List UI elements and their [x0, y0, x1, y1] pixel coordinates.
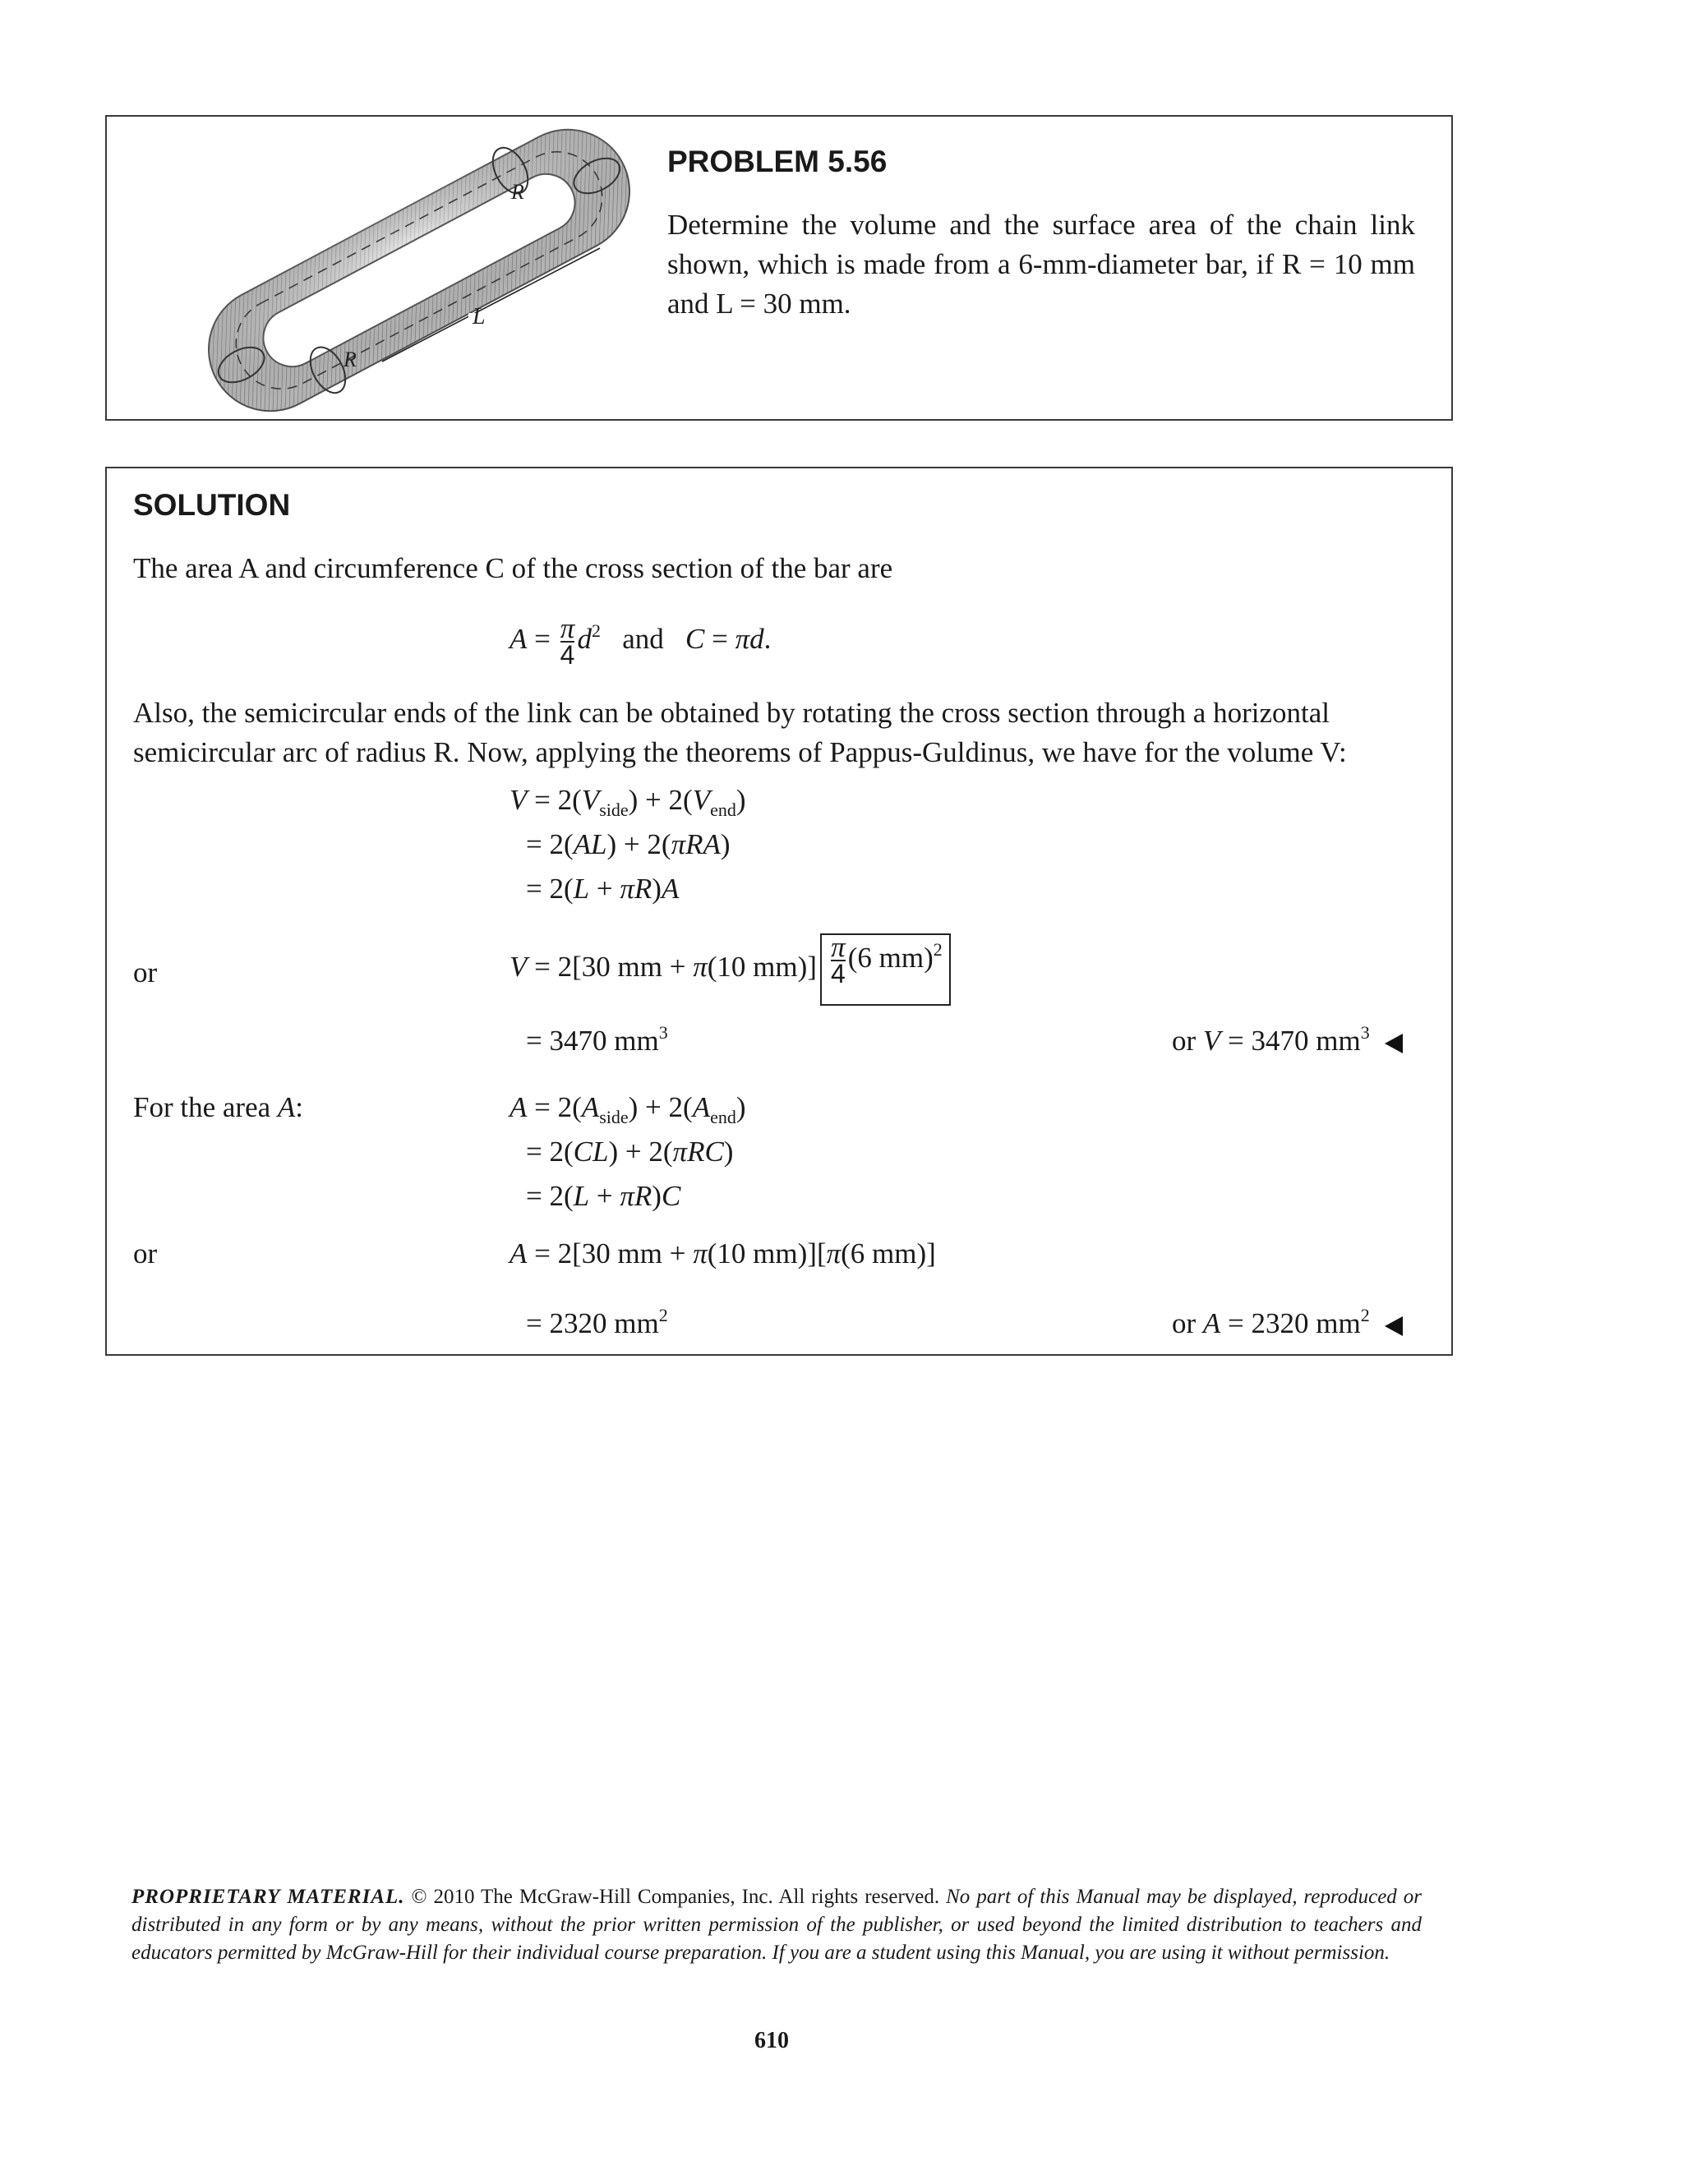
vol-answer: or V = 3470 $mm^3$ — [1172, 1022, 1403, 1057]
area-line-2: = 2(CL) + 2(πRC) — [526, 1136, 734, 1168]
page-number: 610 — [754, 2028, 789, 2053]
area-label: For the area A: — [133, 1091, 304, 1123]
chain-link-figure — [173, 127, 666, 414]
vol-line-4: V = 2[30 mm + π(10 mm)] $\frac{\pi}{4}$ (6 mm)$^2$ — [510, 933, 951, 1006]
area-line-5: = 2320 $mm^2$ — [526, 1305, 668, 1339]
eq-area-circumference: A = $\frac{\pi}{4}$ $d^2$ and C = πd. — [510, 612, 772, 670]
footer-label: PROPRIETARY MATERIAL. — [131, 1886, 405, 1908]
area-answer: or A = 2320 $mm^2$ — [1172, 1305, 1403, 1340]
footer-text: © 2010 The McGraw-Hill Companies, Inc. All rights reserved. — [411, 1886, 940, 1908]
solution-intro: The area A and circumference C of the cross section of the bar are — [133, 552, 893, 584]
copyright-footer — [131, 1883, 1422, 1967]
vol-line-2: = 2(AL) + 2(πRA) — [526, 828, 731, 860]
area-or-label: or — [133, 1237, 158, 1269]
area-line-1: $A = 2(A_{side}) + 2(A_{end})$ — [510, 1091, 746, 1127]
vol-line-3: = 2(L + πR)A — [526, 873, 680, 905]
dim-L-label: L — [473, 304, 486, 329]
answer-marker-icon — [1385, 1034, 1403, 1053]
footer-italic-text: No part of this Manual may be displayed, reproduced or distributed in any form or by any means, without the prior written permission of the publisher, or used beyond the limited distribution to teachers and educators permitted by McGraw-Hill for their individual course preparation. If you are a student using this Manual, you are using it without permission. — [131, 1886, 1422, 1964]
vol-line-5: = 3470 $mm^3$ — [526, 1022, 668, 1057]
answer-marker-icon — [1385, 1316, 1403, 1336]
pappus-text: Also, the semicircular ends of the link can be obtained by rotating the cross section through a horizontal semicircular arc of radius R. Now, applying the theorems of Pappus-Guldinus, we have for the volume V: — [133, 697, 1347, 768]
vol-or-label: or — [133, 956, 158, 988]
dim-R-left-label: R — [344, 348, 357, 371]
vol-line-1: $V = 2(V_{side}) + 2(V_{end})$ — [510, 784, 746, 820]
problem-box — [105, 115, 1453, 421]
dim-R-top-label: R — [511, 180, 524, 204]
area-line-4: A = 2[30 mm + π(10 mm)][π(6 mm)] — [510, 1237, 936, 1269]
solution-box — [105, 467, 1453, 1356]
problem-title: PROBLEM 5.56 — [667, 145, 888, 178]
problem-statement: Determine the volume and the surface area of the chain link shown, which is made from a 6-mm-diameter bar, if R = 10 mm and L = 30 mm. — [667, 209, 1415, 320]
solution-heading: SOLUTION — [133, 488, 291, 522]
area-line-3: = 2(L + πR)C — [526, 1180, 681, 1212]
